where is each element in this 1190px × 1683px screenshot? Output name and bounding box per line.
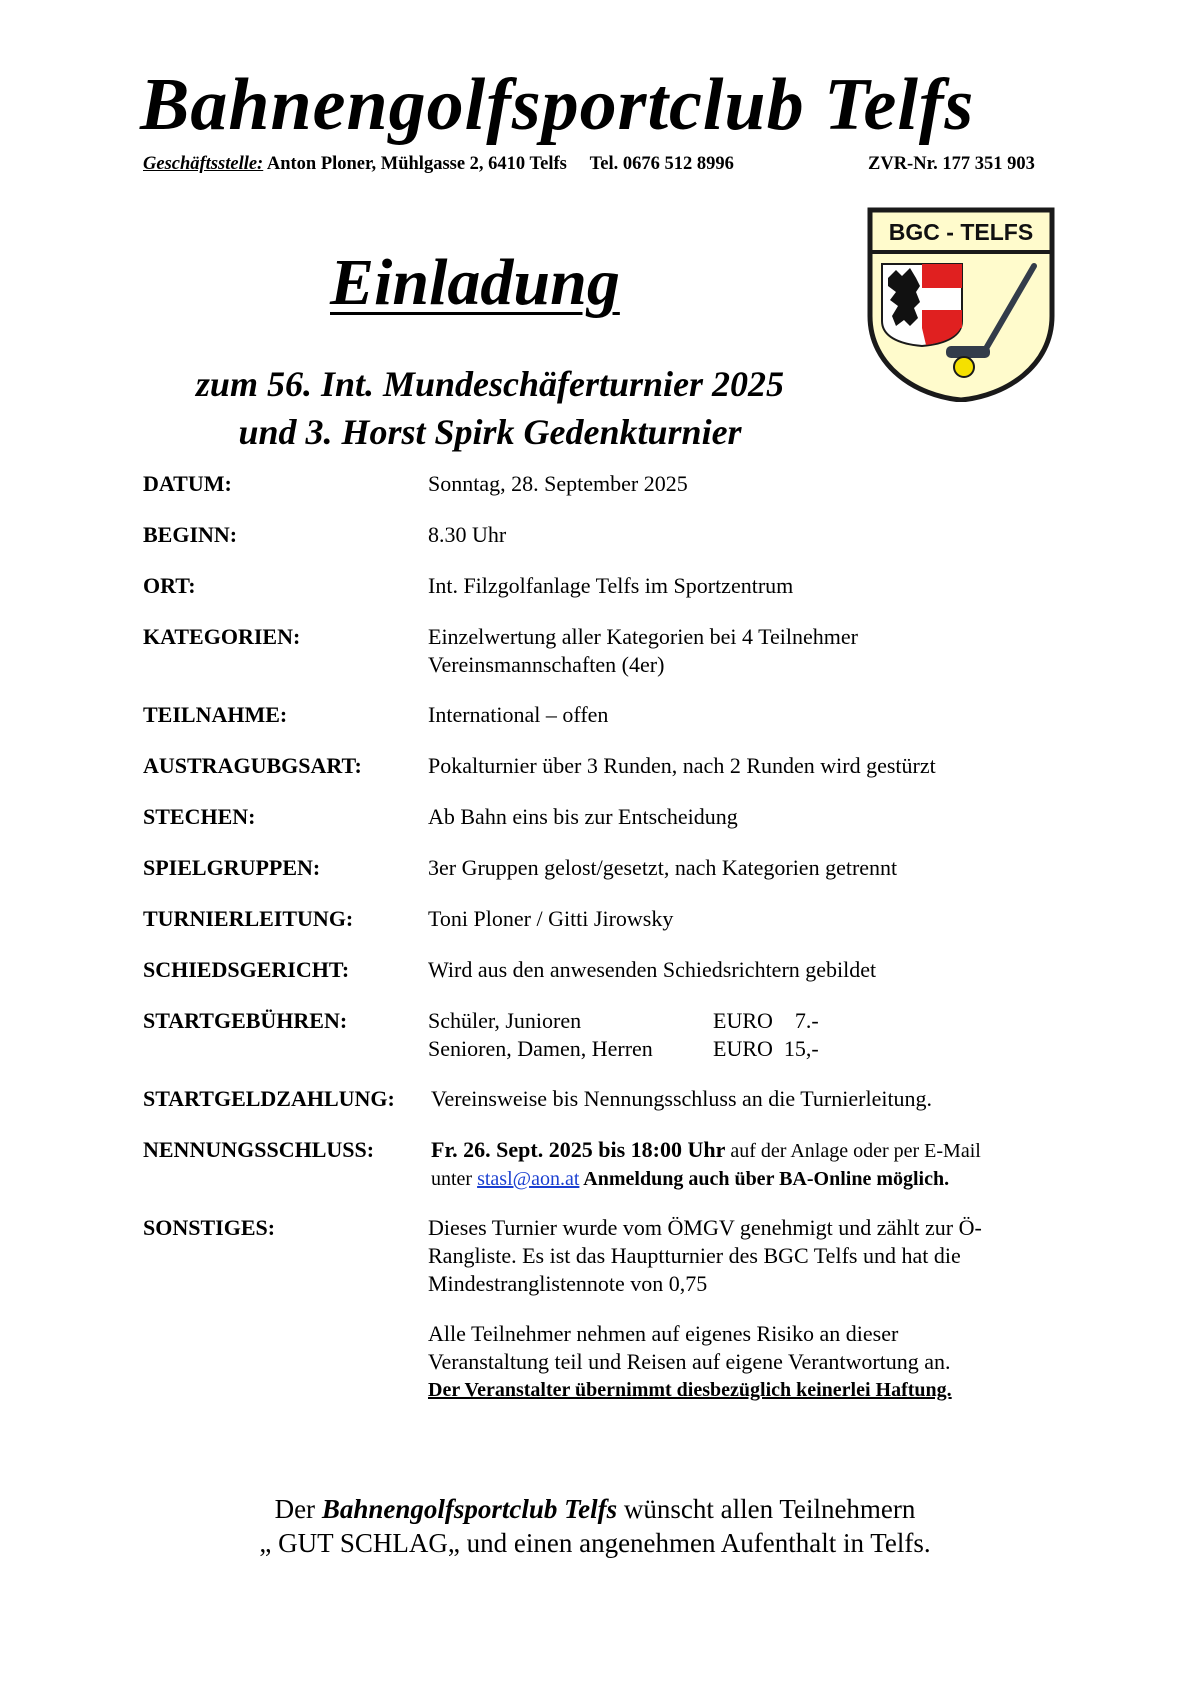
fee-amount: EURO 7.-: [713, 1008, 819, 1033]
label-stechen: STECHEN:: [143, 804, 256, 829]
label-turnierleitung: TURNIERLEITUNG:: [143, 906, 354, 931]
label-kategorien: KATEGORIEN:: [143, 624, 301, 649]
sonstiges-p1-line-3: Mindestranglistennote von 0,75: [428, 1271, 708, 1296]
value-spielgruppen: 3er Gruppen gelost/gesetzt, nach Kategorien getrennt: [428, 855, 898, 880]
club-logo-icon: [866, 206, 1056, 402]
kategorien-line-2: Vereinsmannschaften (4er): [428, 652, 665, 677]
subtitle-line-2: und 3. Horst Spirk Gedenkturnier: [238, 412, 742, 452]
label-ort: ORT:: [143, 573, 196, 598]
value-sonstiges: [428, 1214, 1068, 1404]
office-label: Geschäftsstelle:: [143, 154, 264, 174]
nennungsschluss-line-1: [431, 1136, 1071, 1165]
subtitle-line-1: zum 56. Int. Mundeschäferturnier 2025: [195, 364, 785, 404]
value-ort: Int. Filzgolfanlage Telfs im Sportzentrum: [428, 573, 794, 598]
value-kategorien: [428, 623, 1068, 679]
label-datum: DATUM:: [143, 471, 232, 496]
value-nennungsschluss: [431, 1136, 1071, 1193]
office-phone: Tel. 0676 512 8996: [589, 154, 734, 174]
deadline-rest: auf der Anlage oder per E-Mail: [725, 1140, 981, 1162]
label-startgebuehren: STARTGEBÜHREN:: [143, 1008, 348, 1033]
invitation-subtitle: [140, 360, 840, 456]
label-beginn: BEGINN:: [143, 522, 238, 547]
value-teilnahme: International – offen: [428, 702, 609, 727]
deadline: Fr. 26. Sept. 2025 bis 18:00 Uhr: [431, 1137, 726, 1162]
value-beginn: 8.30 Uhr: [428, 522, 507, 547]
value-austragung: Pokalturnier über 3 Runden, nach 2 Runden wird gestürzt: [428, 753, 936, 778]
email-prefix: unter: [431, 1168, 478, 1190]
label-nennungsschluss: NENNUNGSSCHLUSS:: [143, 1137, 375, 1162]
closing-line-1: [0, 1492, 1190, 1526]
label-sonstiges: SONSTIGES:: [143, 1215, 276, 1240]
closing-post: wünscht allen Teilnehmern: [617, 1494, 916, 1524]
fee-amount: EURO 15,-: [713, 1036, 819, 1061]
email-link[interactable]: stasl@aon.at: [477, 1168, 580, 1190]
fee-row: [428, 1007, 1068, 1035]
fee-group: Schüler, Junioren: [428, 1008, 582, 1033]
invitation-title: Einladung: [330, 246, 620, 319]
office-address: Anton Ploner, Mühlgasse 2, 6410 Telfs: [266, 154, 567, 174]
kategorien-line-1: Einzelwertung aller Kategorien bei 4 Teilnehmer: [428, 624, 858, 649]
value-schiedsgericht: Wird aus den anwesenden Schiedsrichtern gebildet: [428, 957, 877, 982]
sonstiges-p1-line-2: Rangliste. Es ist das Hauptturnier des BGC Telfs und hat die: [428, 1243, 961, 1268]
closing-pre: Der: [274, 1494, 322, 1524]
disclaimer: Der Veranstalter übernimmt diesbezüglich keinerlei Haftung.: [428, 1379, 952, 1401]
zvr-number: ZVR-Nr. 177 351 903: [868, 154, 1035, 174]
office-line: [143, 154, 1063, 175]
online-note: Anmeldung auch über BA-Online möglich.: [579, 1168, 950, 1190]
sonstiges-p2-line-1: Alle Teilnehmer nehmen auf eigenes Risiko an dieser: [428, 1321, 899, 1346]
nennungsschluss-line-2: [431, 1165, 1071, 1193]
fee-group: Senioren, Damen, Herren: [428, 1036, 653, 1061]
sonstiges-p2-line-2: Veranstaltung teil und Reisen auf eigene Verantwortung an.: [428, 1349, 951, 1374]
closing-club: Bahnengolfsportclub Telfs: [321, 1494, 618, 1524]
logo-text: BGC - TELFS: [888, 219, 1034, 245]
label-teilnahme: TEILNAHME:: [143, 702, 288, 727]
value-turnierleitung: Toni Ploner / Gitti Jirowsky: [428, 906, 674, 931]
value-datum: Sonntag, 28. September 2025: [428, 471, 688, 496]
label-spielgruppen: SPIELGRUPPEN:: [143, 855, 321, 880]
value-startgeldzahlung: Vereinsweise bis Nennungsschluss an die Turnierleitung.: [431, 1086, 933, 1111]
club-title: Bahnengolfsportclub Telfs: [140, 64, 975, 146]
label-startgeldzahlung: STARTGELDZAHLUNG:: [143, 1086, 395, 1111]
label-austragung: AUSTRAGUBGSART:: [143, 753, 362, 778]
label-schiedsgericht: SCHIEDSGERICHT:: [143, 957, 350, 982]
sonstiges-p1-line-1: Dieses Turnier wurde vom ÖMGV genehmigt und zählt zur Ö-: [428, 1215, 982, 1240]
fee-row: [428, 1035, 1068, 1063]
value-stechen: Ab Bahn eins bis zur Entscheidung: [428, 804, 738, 829]
closing-line-2: „ GUT SCHLAG„ und einen angenehmen Aufenthalt in Telfs.: [259, 1528, 931, 1558]
closing-text: [0, 1492, 1190, 1560]
value-startgebuehren: [428, 1007, 1068, 1063]
